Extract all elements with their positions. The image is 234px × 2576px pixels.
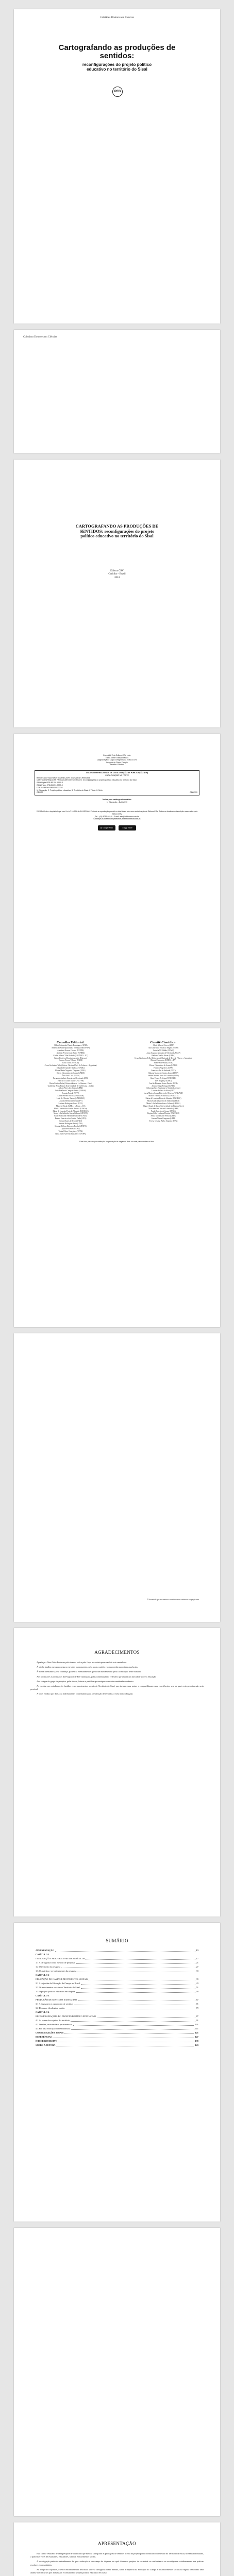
acknowledgements-title: AGRADECIMENTOS bbox=[94, 1650, 140, 1655]
index-entry: 1. Educação – Bahia 370 bbox=[106, 801, 128, 803]
series-header: Coletânea Doutores em Ciências bbox=[100, 16, 134, 19]
council-member: Jailson Alves dos Santos (UFRJ) bbox=[58, 1087, 83, 1090]
council-member: Celso Conti (UFSCar) bbox=[62, 1062, 79, 1064]
publisher-city: Curitiba – Brasil bbox=[108, 573, 126, 575]
council-member: Maria Eurácia Barreto de Andrade (UFRB) bbox=[147, 1099, 180, 1102]
council-member: José de Ribamar Sousa Pereira (UCB) bbox=[149, 1082, 178, 1084]
council-member: Nilza Sanches Tessaro Leonardo (UEM) bbox=[148, 1107, 179, 1110]
toc-entry-title: CAPÍTULO 3 bbox=[36, 1994, 49, 1997]
council-member: Eliane Rose Maio (UEM) bbox=[154, 1062, 173, 1064]
toc-leader bbox=[55, 1948, 195, 1952]
council-member: Sydione Santos (UEPG) bbox=[61, 1127, 80, 1130]
paragraph: A investigação partiu do entendimento de que a educação é um campo de disputas, no qual diferentes projetos de sociedade se confrontam e se reconfiguram cotidianamente nas práticas escolares e comunitárias. bbox=[30, 2560, 204, 2566]
cip-title: DADOS INTERNACIONAIS DE CATALOGAÇÃO NA PUBLICAÇÃO (CIP) bbox=[86, 771, 148, 774]
cip-book-title: CARTOGRAFANDO AS PRODUÇÕES DE SENTIDOS: reconfigurações do projeto político educativo no território do Sisal bbox=[37, 779, 137, 782]
paragraph: Agradeço a Deus Todo-Poderoso pelo dom da vida e pela força necessária para concluir esta caminhada. bbox=[37, 1661, 127, 1664]
toc-entry-title: CAPÍTULO 2 bbox=[36, 1974, 49, 1976]
toc-entry[interactable] bbox=[14, 1961, 220, 1965]
toc-entry-page: 139 bbox=[195, 2040, 198, 2042]
council-member: Míguel Ángel de Luca (Universidade de Buenos Aires) bbox=[143, 1105, 184, 1107]
council-member: Inês Bragança (UERJ) bbox=[155, 1079, 172, 1082]
council-member: Lídia de Oliveira Xavier (UNIEURO) bbox=[56, 1097, 85, 1100]
presentation-page bbox=[14, 2522, 220, 2576]
toc-entry-title: 4.2 Tensões, resistências e permanências bbox=[36, 2023, 73, 2026]
council-member: Anna Augusta Sampaio de Oliveira (UNESP) bbox=[146, 1052, 180, 1054]
app-store-icon[interactable]: App Store bbox=[119, 825, 136, 831]
toc-entry-title: 1.2 O território da pesquisa bbox=[36, 1965, 60, 1968]
council-member: Anselmo Alencar Colares (UFOPA) bbox=[57, 1049, 84, 1052]
toc-entry-page: 39 bbox=[196, 1978, 198, 1980]
toc-entry[interactable] bbox=[14, 2043, 220, 2047]
council-member: Gloria Fariñas León (Universidade de La Havana – Cuba) bbox=[49, 1082, 92, 1084]
toc-leader bbox=[71, 2019, 195, 2022]
editorial-council-title: Conselho Editorial: bbox=[56, 1041, 85, 1044]
toc-leader bbox=[53, 2035, 194, 2038]
editorial-council-list bbox=[29, 1044, 112, 1136]
title-page-line-1: CARTOGRAFANDO AS PRODUÇÕES DE bbox=[75, 523, 159, 529]
toc-entry-title: CAPÍTULO 1 bbox=[36, 1953, 49, 1956]
toc-entry-page: 87 bbox=[196, 2015, 198, 2018]
toc-entry-page: 33 bbox=[196, 1970, 198, 1972]
council-member: Barbara Coelho Neves (UFBA) bbox=[152, 1054, 175, 1057]
paragraph: Aos professores e professoras do Programa de Pós-Graduação, pelas contribuições e reflexões que ampliaram meu olhar sobre a educação. bbox=[37, 1675, 157, 1678]
cip-subjects: 1. Educação. 2. Projeto político educativo. 3. Território do Sisal. I. Título. II. Série. bbox=[37, 789, 104, 791]
toc-entry-title: 3.2 Discurso, ideologia e sujeito bbox=[36, 2007, 65, 2009]
council-member: Renato Francisco dos Santos Paula (UFG) bbox=[55, 1117, 87, 1120]
toc-entry-page: 127 bbox=[195, 2036, 198, 2038]
toc-entry-title: 4.1 As vozes dos sujeitos do território bbox=[36, 2019, 70, 2022]
toc-entry-title: ÍNDICE REMISSIVO bbox=[36, 2040, 57, 2042]
toc-entry-title: EDUCAÇÃO DO CAMPO E MOVIMENTOS SOCIAIS bbox=[36, 1978, 88, 1980]
dedication-text: À Juventude que me ensinou e continua a me ensinar a ser professora. bbox=[147, 1599, 199, 1601]
title-page bbox=[14, 460, 220, 727]
series-header-2: Coletânea Doutores em Ciências bbox=[23, 336, 57, 338]
council-member: Teresa Cristina Barbo Siqueira (UFG) bbox=[149, 1120, 178, 1123]
toc-leader bbox=[58, 2039, 194, 2042]
toc-entry[interactable] bbox=[14, 1990, 220, 1994]
council-member: Suzane Nunes Cangussu (UFPI) bbox=[151, 1117, 176, 1120]
toc-entry-title: 1.1 A cartografia como método de pesquisa bbox=[36, 1961, 75, 1964]
toc-entry[interactable] bbox=[14, 1969, 220, 1973]
toc-entry-page: 43 bbox=[196, 1982, 198, 1985]
site-link[interactable]: Conheça os nossos lançamentos: www.editoracrv.com.br bbox=[93, 818, 141, 820]
cip-box bbox=[35, 770, 199, 795]
toc-entry-title: REFERÊNCIAS bbox=[36, 2036, 52, 2038]
council-member: Maria Lília Imbiriba Sousa Colares (UFOPA) bbox=[54, 1112, 88, 1115]
cover-subtitle-line-2: educativo no território do Sisal bbox=[87, 67, 147, 72]
council-member: Regina Célia Linhares Hostins (UNIVALI) bbox=[147, 1112, 179, 1115]
council-member: Jussara Fraga Portugal (UNEB) bbox=[152, 1084, 175, 1087]
paragraph: À minha orientadora, pela confiança, paciência e ensinamentos que foram fundamentais para a construção deste trabalho. bbox=[37, 1670, 142, 1673]
toc-entry-page: 91 bbox=[196, 2019, 198, 2022]
toc-leader bbox=[76, 1961, 195, 1964]
toc-list bbox=[14, 1948, 220, 2047]
index-title: Índice para catálogo sistemático bbox=[103, 799, 131, 801]
toc-entry[interactable] bbox=[14, 2010, 220, 2014]
toc-entry-page: 21 bbox=[196, 1961, 198, 1964]
council-member: Carlos Alberto Vilar Estêvão (UMINHO – PT) bbox=[53, 1054, 88, 1057]
council-member: Leonel Severo Rocha (UNISINOS) bbox=[57, 1095, 84, 1097]
toc-entry-title: 3.1 A linguagem e a produção de sentidos bbox=[36, 2003, 74, 2005]
toc-entry-title: SOBRE A AUTORA bbox=[36, 2044, 56, 2046]
publisher-name: Editora CRV bbox=[110, 569, 124, 572]
credit-line: Imagem de Capa: Freepik bbox=[106, 761, 128, 764]
council-member: Carlos Federico Dominguez Avila (Unieuro) bbox=[54, 1057, 87, 1059]
cover-title: Cartografando as produções de sentidos: bbox=[58, 43, 176, 60]
toc-leader bbox=[64, 2031, 194, 2034]
council-member: Cesar Gerônimo Tello (Univer. Nacional Três de Febrero – Argentina) bbox=[44, 1064, 97, 1067]
council-member: Fernando Antônio Gonçalves Alcoforado (IPB) bbox=[53, 1077, 89, 1079]
council-member: Sérgio Nunes de Jesus (IFRO) bbox=[59, 1120, 82, 1123]
toc-entry-title: CAPÍTULO 4 bbox=[36, 2011, 49, 2013]
toc-leader bbox=[89, 1977, 195, 1980]
series-page bbox=[14, 330, 220, 453]
toc-leader bbox=[56, 2043, 194, 2046]
toc-leader bbox=[66, 2006, 195, 2009]
toc-entry-page: 79 bbox=[196, 2007, 198, 2009]
acknowledgements-body bbox=[14, 1661, 220, 1696]
toc-page bbox=[14, 1923, 220, 2222]
toc-entry-title: 2.3 O projeto político educativo em disputa bbox=[36, 1990, 75, 1993]
paragraph: À minha família, meu porto seguro em todos os momentos, pelo apoio, carinho e compreensão nas minhas ausências. bbox=[37, 1666, 138, 1669]
council-member: Diosnel Centurion (UNIDA – PY) bbox=[151, 1059, 176, 1062]
toc-entry-title: RECONFIGURAÇÕES DO PROJETO POLÍTICO EDUCATIVO bbox=[36, 2015, 96, 2018]
council-member: Francisco Ari de Andrade (UFC) bbox=[151, 1070, 176, 1072]
toc-entry[interactable] bbox=[14, 2002, 220, 2006]
toc-entry-page: 51 bbox=[196, 1986, 198, 1989]
council-member: Marcos Vinicius Francisco (UNOESTE) bbox=[148, 1095, 179, 1097]
toc-leader bbox=[74, 2002, 195, 2005]
paragraph: A todos e todas que, direta ou indiretamente, contribuíram para a realização deste sonho, o meu muito obrigada. bbox=[37, 1692, 133, 1696]
scientific-committee-list bbox=[122, 1044, 205, 1123]
council-member: Aldira Guimarães Duarte Domínguez (UNB) bbox=[54, 1044, 88, 1046]
toc-entry[interactable] bbox=[14, 1953, 220, 1957]
paragraph: Às escolas, aos estudantes, às famílias e aos movimentos sociais do Território do Sisal, que abriram suas portas e compartilharam suas experiências, sem os quais esta pesquisa não seria possível. bbox=[30, 1685, 204, 1691]
council-page bbox=[14, 1028, 220, 1327]
acknowledgements-page bbox=[14, 1628, 220, 1917]
toc-entry[interactable] bbox=[14, 2035, 220, 2039]
toc-entry-page: 71 bbox=[196, 2003, 198, 2005]
council-member: Andréia N. Militão (UEMS) bbox=[153, 1049, 174, 1052]
toc-entry[interactable] bbox=[14, 1994, 220, 1998]
council-member: Elizeu Clementino de Souza (UNEB) bbox=[149, 1064, 177, 1067]
toc-entry-page: 59 bbox=[196, 1990, 198, 1993]
google-play-icon[interactable]: ▶ Google Play bbox=[98, 825, 115, 831]
toc-entry[interactable] bbox=[14, 1973, 220, 1977]
toc-leader bbox=[97, 2014, 195, 2018]
toc-entry-page: 13 bbox=[196, 1949, 198, 1952]
council-member: Guillermo Arias Beatón (Universidade de La Havana – Cuba) bbox=[47, 1084, 94, 1087]
credit-line: Diagramação e Capa: Designers da Editora CRV bbox=[96, 759, 138, 761]
council-member: Elizeu Clementino de Souza (UNEB) bbox=[57, 1072, 85, 1074]
cover-subtitle-line-1: reconfigurações do projeto político bbox=[82, 62, 152, 67]
council-member: Gláucia Maria dos Santos Jorge (UFOP) bbox=[148, 1072, 179, 1074]
council-member: Francisco Carlos Duarte (PUC-PR) bbox=[57, 1079, 84, 1082]
publisher-logo-icon: RFB bbox=[112, 87, 123, 97]
toc-entry[interactable] bbox=[14, 2039, 220, 2043]
toc-leader bbox=[61, 1965, 195, 1968]
council-member: Sílvia Maria Leite Freitas (UFPA) bbox=[151, 1115, 176, 1117]
cip-isbn-print: ISBN Físico 978-65-251-0000-0 bbox=[37, 784, 63, 786]
council-member: Tania Suely Azevedo Brasileiro (UFOPA) bbox=[55, 1132, 87, 1135]
council-member: João Adalberto Campato Junior (UNESP) bbox=[55, 1090, 87, 1092]
toc-entry[interactable] bbox=[14, 2019, 220, 2023]
council-member: Kilwangy Kya Kapitango-a-Samba (Unemat) bbox=[146, 1087, 180, 1090]
credit-line: Revisão: A Autora bbox=[109, 764, 125, 766]
cip-isbn: ISBN Digital 978-65-251-0000-0 bbox=[37, 782, 63, 784]
council-member: Maria de Lourdes Pinto de Almeida (UNOESC) bbox=[145, 1097, 181, 1100]
toc-leader bbox=[81, 1981, 195, 1985]
editorial-council bbox=[29, 1041, 112, 1136]
blank-page bbox=[14, 2228, 220, 2516]
toc-title: SUMÁRIO bbox=[106, 1938, 128, 1943]
council-member: Lucia Marisy Souza Ribeiro de Oliveira (UNIVASF) bbox=[144, 1092, 183, 1095]
dedication-page bbox=[14, 1333, 220, 1622]
toc-entry-title: INTRODUÇÃO: PERCURSOS METODOLÓGICOS bbox=[36, 1957, 85, 1960]
scientific-committee bbox=[122, 1041, 205, 1136]
council-member: Maria de Lourdes Pinto de Almeida (UNOESC) bbox=[53, 1110, 89, 1112]
toc-entry-page: 67 bbox=[196, 1998, 198, 2001]
council-member: Luciano Rodrigues Costa (UFV) bbox=[58, 1102, 83, 1105]
toc-entry-title: 2.2 Os movimentos sociais no Território do Sisal bbox=[36, 1986, 80, 1989]
toc-entry[interactable] bbox=[14, 2027, 220, 2031]
council-member: Solange Helena Ximenes-Rocha (UFOPA) bbox=[55, 1125, 87, 1127]
credit-line: Copyright © da Editora CRV Ltda. bbox=[103, 754, 131, 756]
toc-entry-title: CONSIDERAÇÕES FINAIS bbox=[36, 2031, 64, 2034]
toc-entry-title: APRESENTAÇÃO bbox=[36, 1949, 55, 1952]
toc-entry[interactable] bbox=[14, 1998, 220, 2002]
toc-entry-page: 143 bbox=[195, 2044, 198, 2046]
title-page-line-2: SENTIDOS: reconfigurações do projeto bbox=[79, 528, 155, 534]
council-member: Maria Lília Imbiriba Sousa Colares (UFOPA) bbox=[146, 1102, 180, 1105]
presentation-title: APRESENTAÇÃO bbox=[98, 2541, 136, 2546]
toc-entry[interactable] bbox=[14, 1977, 220, 1981]
toc-entry-page: 27 bbox=[196, 1965, 198, 1968]
council-member: Tadeu Oliver Gonçalves (UFPA) bbox=[58, 1130, 83, 1132]
toc-leader bbox=[78, 1998, 195, 2001]
council-member: Simone Rodrigues Pinto (UNB) bbox=[58, 1123, 83, 1125]
toc-entry-page: 121 bbox=[195, 2031, 198, 2034]
scientific-committee-title: Comitê Científico: bbox=[150, 1041, 177, 1044]
council-member: Paulo Romualdo Hernandes (UNIFAL-MG) bbox=[54, 1115, 87, 1117]
credits-page bbox=[14, 734, 220, 1022]
presentation-body bbox=[14, 2552, 220, 2576]
council-member: Maria Cristina dos Santos Bezerra (UFSCar) bbox=[54, 1107, 88, 1110]
council-member: Carmen Tereza Velanga (UNIR) bbox=[58, 1059, 83, 1062]
cip-body: Bibliotecária responsável: Luzenira Alves dos Santos CRB9/1506 bbox=[37, 776, 90, 779]
toc-entry[interactable] bbox=[14, 1981, 220, 1986]
toc-entry[interactable] bbox=[14, 2014, 220, 2019]
council-member: Ana Chrystina Venancio Mignot (UERJ) bbox=[148, 1046, 179, 1049]
toc-leader bbox=[71, 2027, 194, 2030]
council-member: Andréia da Silva Quintanilha Sousa (UNIR/UFRN) bbox=[51, 1046, 90, 1049]
toc-entry-title: 1.3 Os sujeitos e os instrumentos da pesquisa bbox=[36, 1970, 77, 1972]
paragraph: Aos colegas do grupo de pesquisa, pelas trocas, leituras e partilhas que enriqueceram esta caminhada acadêmica. bbox=[37, 1680, 134, 1683]
toc-entry-page: 101 bbox=[195, 2023, 198, 2026]
toc-leader bbox=[76, 1990, 195, 1993]
council-member: Cesar Gerónimo Tello (Universidad Nacional de Três de Febrero – Argentina) bbox=[135, 1057, 192, 1059]
cip-cdu: CDU 37 bbox=[37, 791, 43, 794]
council-member: Elione Maria Nogueira Diogenes (UFAL) bbox=[55, 1070, 86, 1072]
toc-entry-title: 4.3 Por uma educação contextualizada bbox=[36, 2027, 71, 2030]
toc-entry-page: 17 bbox=[196, 1957, 198, 1960]
council-member: Marcelo Paixão (UFRJ e UTexas – US) bbox=[56, 1105, 86, 1107]
council-member: Altair Alberto Fávero (UPF) bbox=[153, 1044, 174, 1046]
publisher-year: 2024 bbox=[114, 576, 120, 579]
toc-leader bbox=[77, 1969, 195, 1972]
toc-entry-page: 111 bbox=[195, 2027, 198, 2030]
council-member: Antônio Pereira Gaio Júnior (UFRRJ) bbox=[56, 1052, 85, 1054]
toc-leader bbox=[73, 2023, 194, 2026]
council-member: Lourdes Helena da Silva (UFV) bbox=[59, 1099, 82, 1102]
toc-entry-title: PRODUÇÃO DE SENTIDOS E DISCURSO bbox=[36, 1998, 77, 2001]
title-page-line-3: político educativo no território do Sisal bbox=[80, 533, 154, 538]
toc-entry[interactable] bbox=[14, 1986, 220, 1990]
council-member: Helder Buenos Aires de Carvalho (UFPI) bbox=[148, 1074, 179, 1077]
council-member: Lourdes Helena da Silva (UFV) bbox=[152, 1090, 175, 1092]
contact-info: Tel.: (41) 3039-6418 – E-mail: sac@editoracrv.com.br bbox=[95, 815, 139, 818]
toc-entry[interactable] bbox=[14, 2031, 220, 2035]
council-member: Eduardo Fernandes Barbosa (UFMG) bbox=[56, 1067, 85, 1070]
cip-subtitle: CATALOGAÇÃO NA FONTE bbox=[105, 774, 129, 776]
toc-leader bbox=[86, 1957, 195, 1960]
toc-entry[interactable] bbox=[14, 2023, 220, 2027]
toc-leader bbox=[81, 1986, 195, 1989]
toc-entry[interactable] bbox=[14, 1965, 220, 1969]
cip-cdd: CDD 370 bbox=[190, 791, 197, 794]
cover-page bbox=[14, 9, 220, 324]
council-member: Ilma Passos A. Veiga (UNICEUB) bbox=[151, 1077, 176, 1079]
toc-entry[interactable] bbox=[14, 1957, 220, 1961]
credit-line: Editor-chefe: Railson Moura bbox=[105, 756, 129, 759]
council-member: Josania Portela (UFPI) bbox=[62, 1092, 79, 1095]
council-member: Paulo Roberto de Souza (UFRN) bbox=[151, 1110, 176, 1112]
paragraph: Este livro é resultado de uma pesquisa de doutorado que buscou cartografar as produções de sentidos acerca do projeto político educativo construído no Território do Sisal, no semiárido baiano, a partir das vozes de estudantes, educadores, famílias e movimentos sociais. bbox=[30, 2552, 204, 2558]
toc-entry-title: 2.1 A trajetória da Educação do Campo no Brasil bbox=[36, 1982, 80, 1985]
rights-notice: 2024 Foi feito o depósito legal conf. Lei nº 10.994 de 14/12/2004. Proibida a reprodução parcial ou total desta obra sem autorização da Editora CRV. Todos os direitos desta edição reservados pela Editora CRV. bbox=[36, 810, 198, 815]
toc-entry[interactable] bbox=[14, 1948, 220, 1953]
toc-entry[interactable] bbox=[14, 2006, 220, 2010]
app-store-badges bbox=[14, 825, 220, 831]
cip-doi: DOI 10.24824/978652510000.0 bbox=[37, 786, 63, 789]
peer-review-note: Este livro passou por avaliação e aprovação às cegas de dois ou mais pareceristas ad hoc. bbox=[79, 1140, 155, 1143]
council-member: Fauston Negreiros (UFPI) bbox=[154, 1067, 173, 1070]
paragraph: Ao longo dos capítulos, o leitor encontrará uma discussão sobre a cartografia como método, sobre a trajetória da Educação do Campo e dos movimentos sociais na região, bem como uma análise dos discursos que atravessam e constituem o projeto político educativo em curso. bbox=[30, 2568, 204, 2574]
council-member: Élsio José Corá (UFFS) bbox=[61, 1074, 80, 1077]
